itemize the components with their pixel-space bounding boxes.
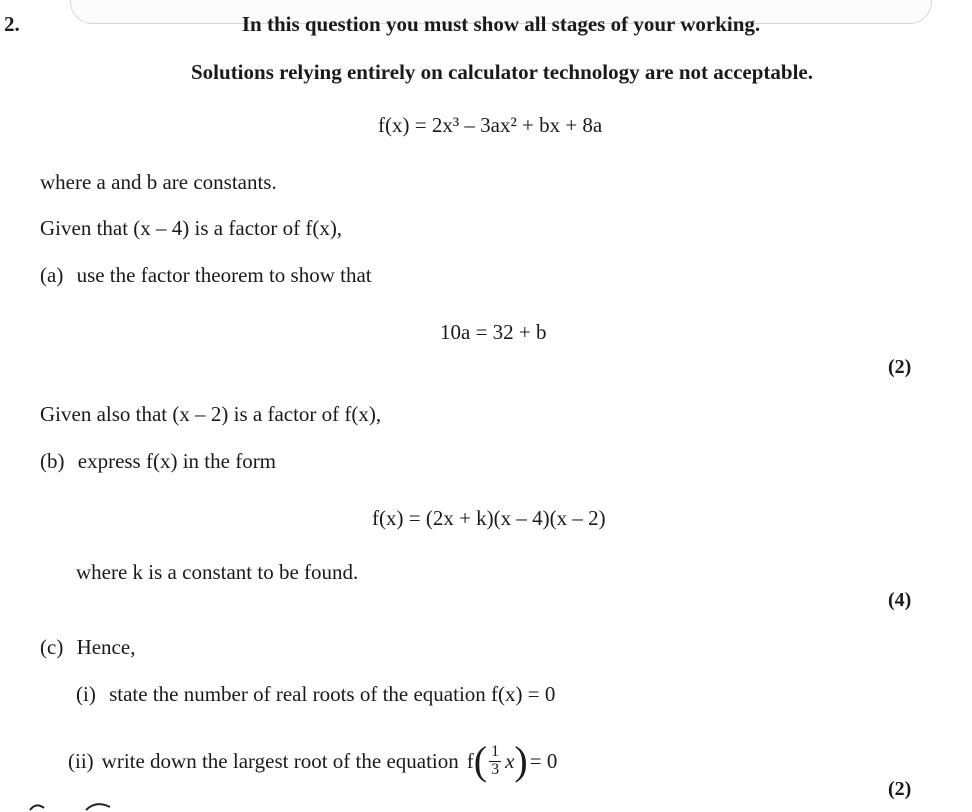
equation-variable: x [505, 748, 515, 773]
part-a-label: (a) [40, 263, 64, 287]
part-c-ii-label: (ii) [68, 748, 94, 773]
left-paren-icon: ( [473, 738, 488, 783]
part-c-ii-equation [466, 738, 558, 783]
part-c-text: Hence, [76, 635, 136, 659]
part-a-text: use the factor theorem to show that [76, 263, 372, 287]
constants-note: where a and b are constants. [40, 170, 277, 194]
part-c-i [76, 684, 555, 705]
given-also-text: Given also that (x – 2) is a factor of f(x), [40, 402, 382, 426]
part-a [40, 265, 372, 286]
fraction-denominator: 3 [491, 760, 500, 778]
part-b-label: (b) [40, 449, 65, 473]
equation-rhs: = 0 [529, 748, 558, 773]
part-c [40, 637, 135, 658]
fraction-numerator: 1 [491, 742, 500, 760]
function-definition-text: f(x) = 2x³ – 3ax² + bx + 8a [378, 113, 603, 137]
pen-annotation-icon [0, 798, 130, 812]
part-b-note: where k is a constant to be found. [76, 560, 359, 584]
question-number: 2. [4, 12, 20, 36]
part-c-label: (c) [40, 635, 64, 659]
part-c-marks: (2) [888, 778, 912, 800]
instruction-calculator: Solutions relying entirely on calculator technology are not acceptable. [191, 60, 813, 84]
part-c-i-label: (i) [76, 682, 96, 706]
part-b [40, 451, 276, 472]
equation-function-symbol: f [466, 748, 474, 773]
right-paren-icon: ) [514, 738, 528, 783]
part-b-marks: (4) [888, 589, 912, 611]
instruction-show-working: In this question you must show all stages of your working. [241, 12, 761, 36]
part-b-text: express f(x) in the form [77, 449, 277, 473]
part-a-marks: (2) [888, 356, 912, 378]
part-b-equation: f(x) = (2x + k)(x – 4)(x – 2) [372, 506, 606, 530]
part-c-ii [68, 736, 557, 786]
part-a-equation: 10a = 32 + b [440, 320, 547, 344]
part-c-i-text: state the number of real roots of the equation f(x) = 0 [109, 682, 556, 706]
part-c-ii-text: write down the largest root of the equation [101, 748, 459, 773]
function-definition [378, 115, 602, 136]
given-factor-text: Given that (x – 4) is a factor of f(x), [40, 216, 343, 240]
fraction-one-third [489, 744, 501, 779]
